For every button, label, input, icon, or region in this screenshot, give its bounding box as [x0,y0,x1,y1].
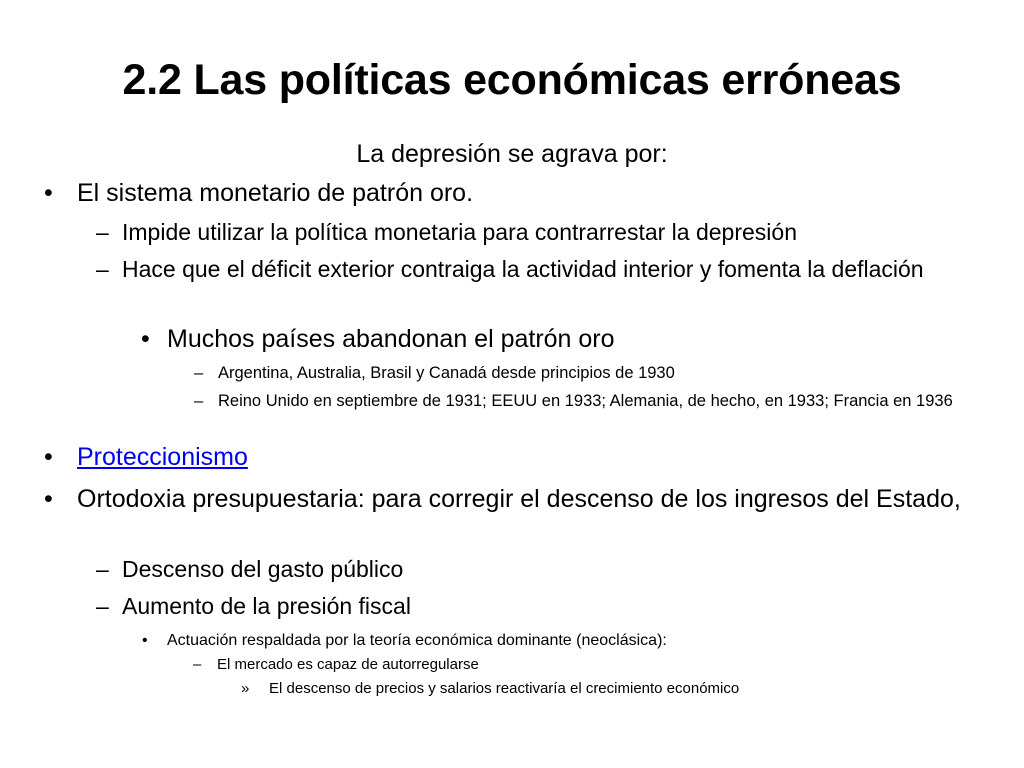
list-item [44,178,984,208]
list-item-text: Muchos países abandonan el patrón oro [167,325,615,353]
list-item-text: El mercado es capaz de autorregularse [217,656,479,673]
list-item [142,631,1002,650]
list-item [96,593,986,621]
list-item-text: Impide utilizar la política monetaria para contrarrestar la depresión [122,219,797,245]
guillemet-marker: » [241,680,250,697]
list-item [194,364,994,384]
dash-marker: – [194,364,204,382]
list-item-text: El descenso de precios y salarios reactivaría el crecimiento económico [269,680,740,697]
bullet-marker: • [142,632,148,649]
proteccionismo-link[interactable]: Proteccionismo [77,443,248,471]
bullet-marker: • [44,179,53,207]
dash-marker: – [96,256,109,282]
list-item [96,556,986,584]
list-item-text: Aumento de la presión fiscal [122,593,411,619]
list-item-text: Argentina, Australia, Brasil y Canadá desde principios de 1930 [218,364,675,382]
dash-marker: – [96,219,109,245]
list-item [194,392,994,412]
slide-subtitle: La depresión se agrava por: [356,140,668,168]
list-item [96,256,986,284]
dash-marker: – [193,656,202,673]
list-item-text: Reino Unido en septiembre de 1931; EEUU en 1933; Alemania, de hecho, en 1933; Francia en 1936 [218,392,953,410]
list-item-text: Descenso del gasto público [122,556,404,582]
dash-marker: – [194,392,204,410]
list-item [96,219,986,247]
list-item-text: El sistema monetario de patrón oro. [77,179,474,207]
list-item-text: Actuación respaldada por la teoría económica dominante (neoclásica): [167,632,667,649]
dash-marker: – [96,556,109,582]
list-item-text: Hace que el déficit exterior contraiga la actividad interior y fomenta la deflación [122,256,924,282]
list-item-text: Ortodoxia presupuestaria: para corregir el descenso de los ingresos del Estado, [77,485,961,513]
bullet-marker: • [44,485,53,513]
bullet-marker: • [141,325,150,353]
slide-title: 2.2 Las políticas económicas erróneas [122,56,902,104]
bullet-marker: • [44,443,53,471]
list-item [193,656,993,674]
list-item [141,324,981,354]
list-item [44,484,984,514]
dash-marker: – [96,593,109,619]
list-item [44,442,984,472]
list-item [241,680,1001,698]
